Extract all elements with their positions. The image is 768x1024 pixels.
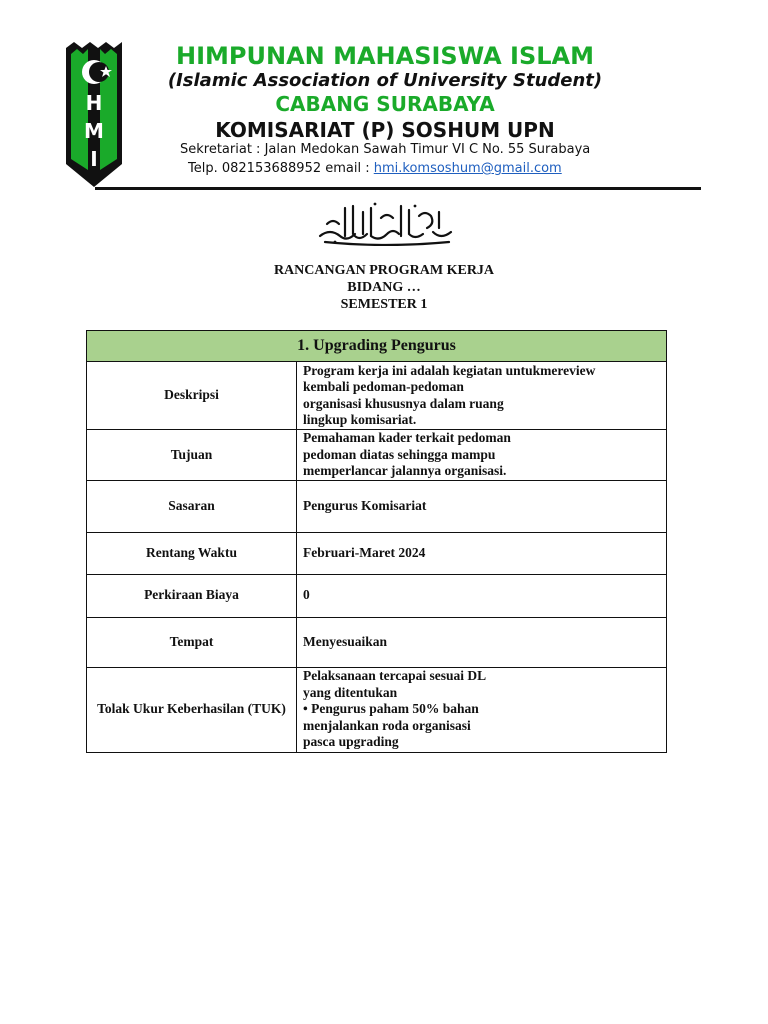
value-line: pedoman diatas sehingga mampu	[303, 446, 496, 462]
document-title: RANCANGAN PROGRAM KERJA	[273, 263, 495, 278]
value-line: 0	[303, 587, 310, 603]
value-line: pasca upgrading	[303, 734, 399, 750]
secretariat-address: Sekretariat : Jalan Medokan Sawah Timur VI C No. 55 Surabaya	[180, 142, 591, 157]
value-line: memperlancar jalannya organisasi.	[303, 463, 507, 478]
value-line: kembali pedoman-pedoman	[303, 379, 464, 394]
value-line: yang ditentukan	[303, 684, 398, 700]
row-label: Rentang Waktu	[87, 532, 297, 574]
organization-english-name: (Islamic Association of University Student)	[167, 70, 603, 91]
row-label: Deskripsi	[87, 362, 297, 430]
program-table	[86, 330, 667, 753]
row-value	[297, 480, 667, 532]
table-row-perkiraan-biaya	[87, 574, 667, 617]
email-link[interactable]: hmi.komsoshum@gmail.com	[373, 161, 562, 176]
value-line: Pemahaman kader terkait pedoman	[303, 430, 511, 445]
row-label: Tolak Ukur Keberhasilan (TUK)	[87, 667, 297, 752]
value-line: menjalankan roda organisasi	[303, 717, 471, 733]
value-line: Pelaksanaan tercapai sesuai DL	[303, 668, 487, 684]
basmala-calligraphy	[315, 198, 455, 246]
contact-line	[188, 161, 562, 176]
table-row-rentang-waktu	[87, 532, 667, 574]
program-heading: 1. Upgrading Pengurus	[87, 331, 667, 362]
table-row-sasaran	[87, 480, 667, 532]
table-row-tuk	[87, 667, 667, 752]
hmi-logo	[64, 42, 124, 187]
row-value	[297, 574, 667, 617]
value-line: Menyesuaikan	[303, 633, 388, 649]
svg-text:M: M	[84, 119, 104, 143]
table-row-deskripsi	[87, 362, 667, 430]
program-heading-row	[87, 331, 667, 362]
row-value	[297, 617, 667, 667]
organization-name: HIMPUNAN MAHASISWA ISLAM	[176, 42, 594, 70]
svg-text:I: I	[90, 147, 98, 171]
value-line: Februari-Maret 2024	[303, 544, 426, 560]
value-line: lingkup komisariat.	[303, 412, 417, 427]
row-label: Tujuan	[87, 430, 297, 481]
row-value	[297, 430, 667, 481]
letterhead-divider	[95, 187, 701, 190]
value-line: • Pengurus paham 50% bahan	[303, 701, 479, 717]
phone-text: Telp. 082153688952 email :	[188, 161, 374, 176]
row-label: Tempat	[87, 617, 297, 667]
svg-text:H: H	[85, 91, 103, 115]
table-row-tujuan	[87, 430, 667, 481]
row-label: Sasaran	[87, 480, 297, 532]
commissariat-name: KOMISARIAT (P) SOSHUM UPN	[215, 118, 555, 142]
row-value	[297, 532, 667, 574]
document-semester: SEMESTER 1	[340, 297, 428, 312]
row-label: Perkiraan Biaya	[87, 574, 297, 617]
value-line: organisasi khususnya dalam ruang	[303, 395, 504, 411]
table-row-tempat	[87, 617, 667, 667]
row-value	[297, 667, 667, 752]
value-line: Pengurus Komisariat	[303, 497, 427, 513]
value-line: Program kerja ini adalah kegiatan untukmereview	[303, 362, 596, 378]
branch-name: CABANG SURABAYA	[275, 92, 495, 116]
document-field: BIDANG …	[347, 280, 421, 295]
row-value	[297, 362, 667, 430]
